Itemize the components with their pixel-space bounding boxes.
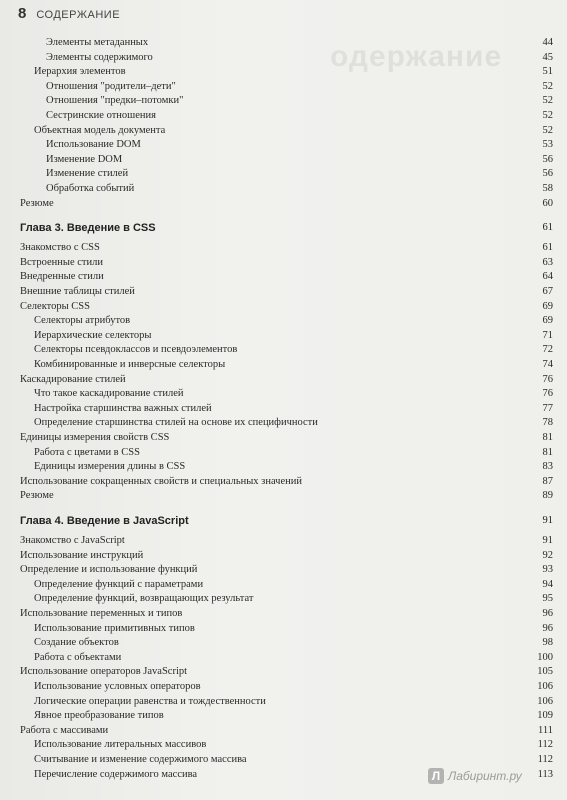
- toc-entry-page: 95: [542, 593, 553, 605]
- toc-entry: [0, 695, 567, 709]
- labirint-logo-text: Лабиринт.ру: [448, 769, 522, 783]
- running-head: СОДЕРЖАНИЕ: [36, 9, 121, 21]
- toc-entry-page: 71: [542, 329, 553, 341]
- toc-entry: [0, 460, 567, 474]
- toc-entry-page: 93: [542, 564, 553, 576]
- toc-entry-page: 106: [537, 695, 553, 707]
- toc-entry: [0, 534, 567, 548]
- toc-entry: [0, 65, 567, 79]
- toc-entry-title: Знакомство с CSS: [20, 242, 100, 254]
- toc-entry: [0, 300, 567, 314]
- toc-entry-page: 91: [542, 535, 553, 546]
- toc-entry-title: Внешние таблицы стилей: [20, 286, 135, 297]
- toc-entry-page: 111: [538, 724, 553, 736]
- toc-entry-title: Работа с массивами: [20, 724, 109, 736]
- toc-entry-page: 52: [542, 124, 553, 136]
- toc-entry-title: Объектная модель документа: [34, 124, 166, 136]
- toc-entry-page: 109: [537, 710, 553, 722]
- toc-entry-page: 113: [537, 768, 553, 780]
- toc-entry-page: 44: [542, 37, 553, 48]
- toc-entry-page: 112: [537, 739, 553, 751]
- toc-entry-title: Работа с объектами: [34, 651, 122, 663]
- watermark-title: одержание: [330, 40, 503, 73]
- toc-entry: [0, 416, 567, 430]
- toc-entry: [0, 622, 567, 636]
- toc-entry: [0, 607, 567, 621]
- toc-entry-title: Селекторы атрибутов: [34, 315, 131, 327]
- toc-entry-page: 81: [542, 446, 553, 458]
- toc-entry-page: 52: [542, 95, 553, 107]
- toc-entry-page: 94: [542, 578, 553, 590]
- toc-entry-page: 98: [542, 637, 553, 649]
- toc-entry-title: Перечисление содержимого массива: [34, 768, 198, 780]
- toc-entry-page: 51: [542, 66, 553, 78]
- toc-entry: [0, 80, 567, 94]
- toc-entry: [0, 358, 567, 372]
- toc-entry-page: 76: [542, 388, 553, 400]
- toc-entry-page: 92: [542, 549, 553, 561]
- toc-entry-title: Знакомство с JavaScript: [20, 535, 125, 546]
- toc-entry: [0, 197, 567, 211]
- labirint-logo: [428, 768, 522, 784]
- toc-entry-page: 72: [542, 344, 553, 356]
- toc-entry-title: Изменение DOM: [46, 153, 123, 165]
- toc-entry-title: Явное преобразование типов: [34, 710, 164, 722]
- toc-entry: [0, 549, 567, 563]
- toc-entry-page: 96: [542, 622, 553, 634]
- toc-entry-page: 52: [542, 110, 553, 121]
- page-number: 8: [18, 5, 27, 22]
- toc-entry: [0, 475, 567, 489]
- toc-entry-page: 91: [542, 515, 553, 526]
- toc-entry-page: 77: [542, 402, 553, 414]
- toc-entry-title: Работа с цветами в CSS: [34, 446, 140, 458]
- toc-entry: [0, 753, 567, 767]
- toc-entry-page: 74: [542, 359, 553, 370]
- toc-entry-title: Определение и использование функций: [20, 564, 198, 576]
- toc-entry-title: Резюме: [20, 197, 54, 209]
- toc-entry-title: Глава 3. Введение в CSS: [20, 222, 156, 235]
- toc-entry-page: 69: [542, 315, 553, 327]
- toc-entry: [0, 402, 567, 416]
- toc-entry-title: Резюме: [20, 490, 54, 502]
- toc-chapter-heading: [0, 221, 567, 235]
- toc-entry-title: Использование DOM: [46, 139, 141, 151]
- toc-entry: [0, 738, 567, 752]
- toc-entry: [0, 109, 567, 123]
- toc-entry-title: Что такое каскадирование стилей: [34, 388, 184, 400]
- toc-entry-page: 56: [542, 168, 553, 180]
- toc-entry-title: Элементы метаданных: [46, 37, 149, 48]
- toc-entry-title: Использование условных операторов: [34, 681, 201, 692]
- labirint-logo-icon: Л: [428, 768, 444, 784]
- toc-entry-title: Создание объектов: [34, 637, 119, 649]
- toc-entry: [0, 636, 567, 650]
- toc-entry-page: 64: [542, 271, 553, 283]
- toc-entry-title: Элементы содержимого: [46, 51, 153, 63]
- toc-entry-title: Иерархия элементов: [34, 66, 126, 78]
- toc-entry-title: Каскадирование стилей: [20, 373, 126, 385]
- toc-entry-title: Настройка старшинства важных стилей: [34, 402, 212, 414]
- toc-entry-title: Использование примитивных типов: [34, 622, 195, 634]
- toc-entry: [0, 578, 567, 592]
- toc-entry-title: Внедренные стили: [20, 271, 104, 283]
- toc-entry: [0, 446, 567, 460]
- toc-entry-title: Единицы измерения свойств CSS: [20, 432, 170, 443]
- toc-entry-title: Использование сокращенных свойств и специальных значений: [20, 475, 302, 487]
- toc-entry-page: 78: [542, 417, 553, 429]
- toc-entry-page: 69: [542, 300, 553, 312]
- toc-entry: [0, 592, 567, 606]
- toc-entry-title: Определение функций с параметрами: [34, 578, 204, 590]
- toc-entry-title: Использование переменных и типов: [20, 608, 183, 619]
- toc-entry: [0, 387, 567, 401]
- toc-entry-page: 58: [542, 183, 553, 194]
- toc-entry-title: Использование операторов JavaScript: [20, 666, 188, 678]
- toc-entry-page: 60: [542, 197, 553, 209]
- toc-entry-title: Использование литеральных массивов: [34, 739, 207, 751]
- toc-entry: [0, 241, 567, 255]
- toc-entry: [0, 343, 567, 357]
- toc-entry: [0, 489, 567, 503]
- toc-entry-title: Использование инструкций: [20, 549, 144, 561]
- toc-entry-page: 76: [542, 373, 553, 385]
- toc-entry: [0, 651, 567, 665]
- toc-entry: [0, 182, 567, 196]
- toc-entry: [0, 94, 567, 108]
- toc-entry-title: Обработка событий: [46, 183, 135, 194]
- toc-entry-page: 106: [537, 681, 553, 692]
- toc-entry-title: Определение функций, возвращающих результат: [34, 593, 254, 605]
- toc-entry: [0, 314, 567, 328]
- toc-entry: [0, 563, 567, 577]
- toc-entry-page: 87: [542, 475, 553, 487]
- toc-entry-title: Изменение стилей: [46, 168, 129, 180]
- toc-entry: [0, 167, 567, 181]
- toc-entry: [0, 285, 567, 299]
- toc-entry-page: 63: [542, 256, 553, 268]
- toc-entry-page: 45: [542, 51, 553, 63]
- toc-entry-page: 67: [542, 286, 553, 297]
- toc-entry-title: Определение старшинства стилей на основе их специфичности: [34, 417, 318, 429]
- toc-entry: [0, 329, 567, 343]
- toc-entry: [0, 256, 567, 270]
- toc-entry-page: 89: [542, 490, 553, 502]
- toc-entry-title: Встроенные стили: [20, 256, 103, 268]
- toc-entry-page: 96: [542, 608, 553, 619]
- toc-entry-title: Глава 4. Введение в JavaScript: [20, 515, 189, 527]
- toc-entry-page: 56: [542, 153, 553, 165]
- toc-entry-title: Комбинированные и инверсные селекторы: [34, 359, 226, 370]
- toc-entry-title: Отношения "родители–дети": [46, 80, 176, 92]
- toc-entry-title: Считывание и изменение содержимого массива: [34, 754, 247, 765]
- toc-entry-title: Отношения "предки–потомки": [46, 95, 184, 107]
- toc-entry: [0, 138, 567, 152]
- toc-entry: [0, 373, 567, 387]
- toc-entry: [0, 431, 567, 445]
- toc-entry-title: Селекторы CSS: [20, 300, 90, 312]
- toc-entry: [0, 270, 567, 284]
- toc-entry-title: Логические операции равенства и тождественности: [34, 695, 266, 707]
- toc-entry-page: 83: [542, 461, 553, 473]
- toc-entry: [0, 665, 567, 679]
- toc-entry: [0, 36, 567, 50]
- toc-entry-page: 100: [537, 651, 553, 663]
- toc-entry: [0, 124, 567, 138]
- toc-entry-page: 53: [542, 139, 553, 151]
- toc-entry: [0, 680, 567, 694]
- toc-entry-page: 112: [537, 754, 553, 765]
- toc-entry-page: 105: [537, 666, 553, 678]
- toc-entry: [0, 153, 567, 167]
- toc-entry: [0, 709, 567, 723]
- toc-entry-page: 61: [542, 242, 553, 254]
- toc-entry-title: Сестринские отношения: [46, 110, 156, 121]
- toc-entry-page: 61: [542, 222, 553, 234]
- toc-entry: [0, 51, 567, 65]
- toc-entry-page: 81: [542, 432, 553, 443]
- toc-entry-title: Единицы измерения длины в CSS: [34, 461, 186, 473]
- toc-chapter-heading: [0, 514, 567, 528]
- toc-entry: [0, 724, 567, 738]
- toc-entry-title: Селекторы псевдоклассов и псевдоэлементов: [34, 344, 238, 356]
- toc-entry-title: Иерархические селекторы: [34, 329, 152, 341]
- toc-entry-page: 52: [542, 80, 553, 92]
